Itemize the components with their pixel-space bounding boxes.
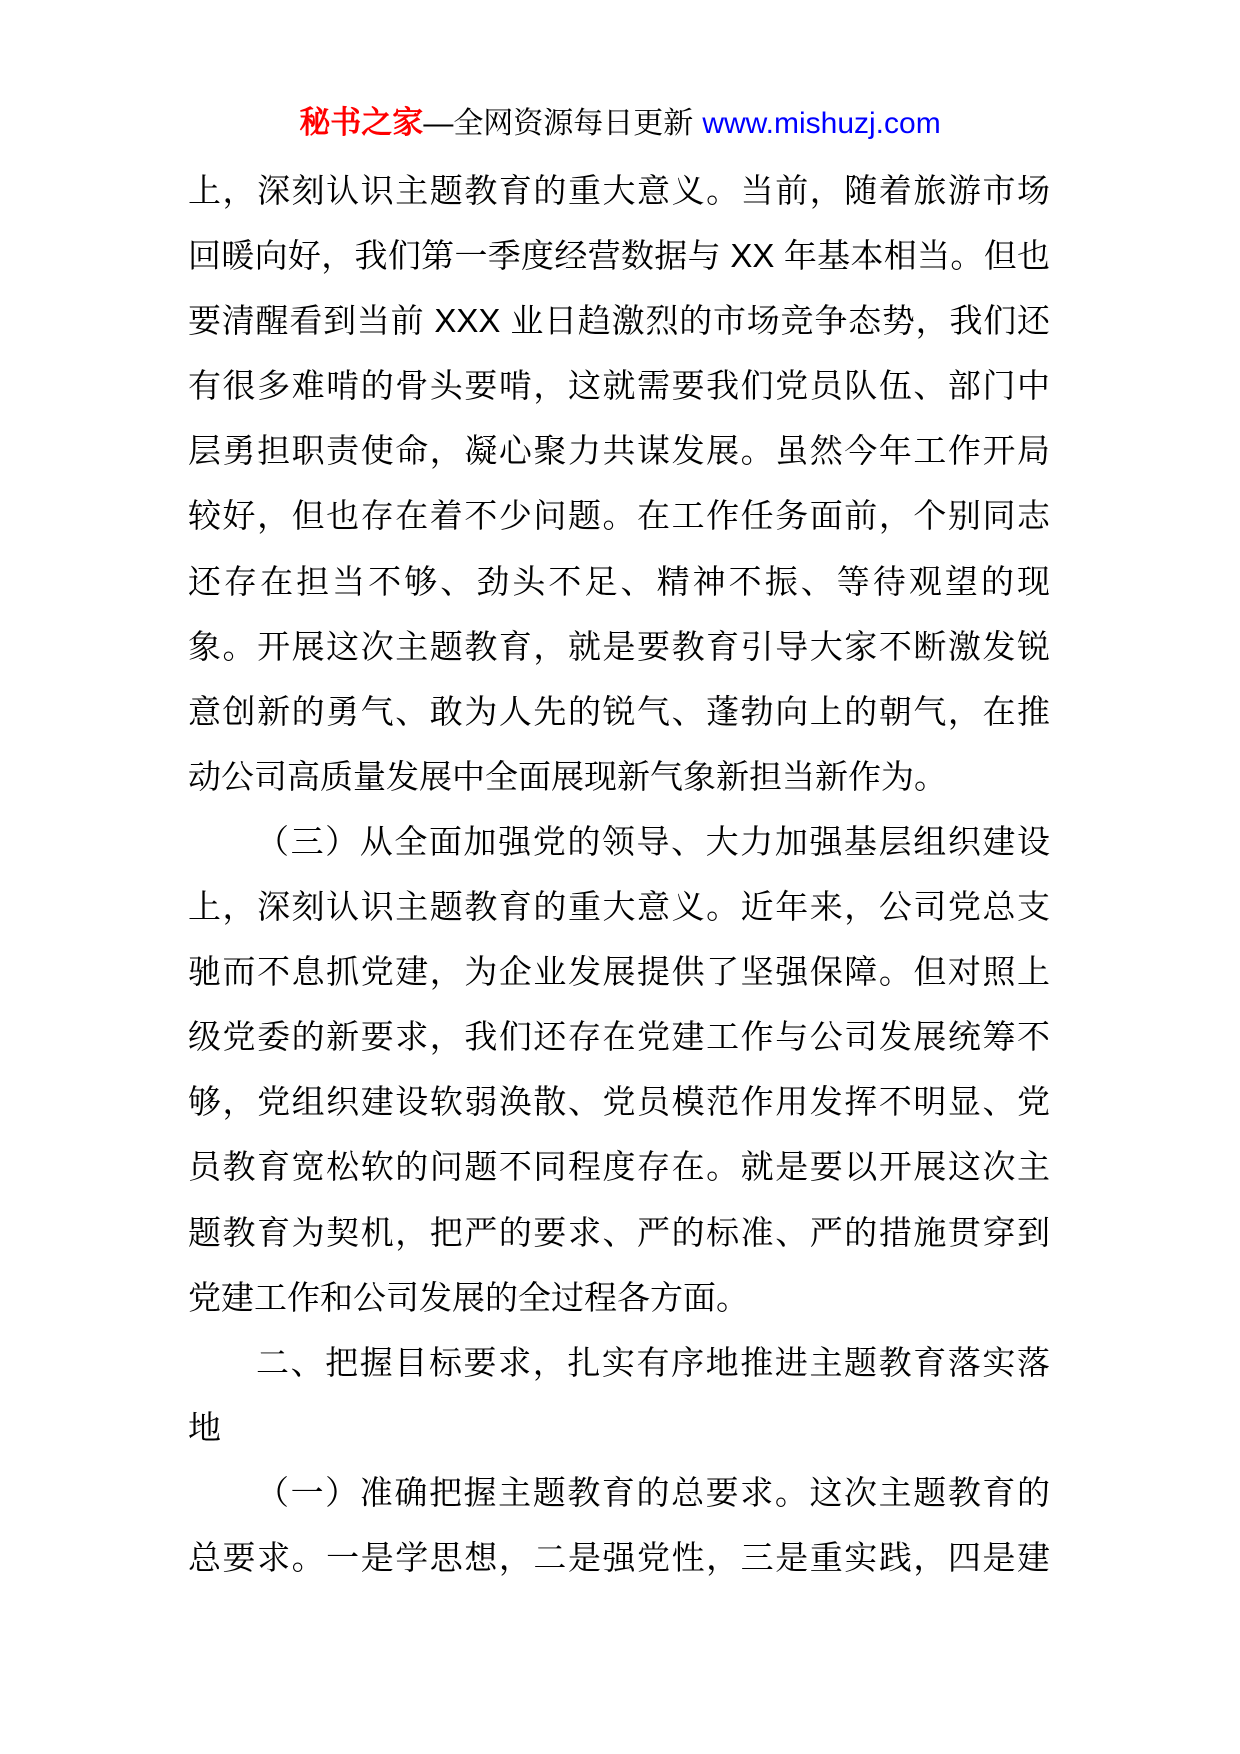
body-line: 层勇担职责使命，凝心聚力共谋发展。虽然今年工作开局 [188, 432, 1050, 470]
body-line: 够，党组织建设软弱涣散、党员模范作用发挥不明显、党 [188, 1083, 1050, 1121]
body-line: 党建工作和公司发展的全过程各方面。 [188, 1278, 749, 1316]
body-line: 总要求。一是学思想，二是强党性，三是重实践，四是建 [188, 1538, 1050, 1576]
body-line: 驰而不息抓党建，为企业发展提供了坚强保障。但对照上 [188, 953, 1050, 991]
paragraph [188, 809, 1050, 1330]
body-line: 意创新的勇气、敢为人先的锐气、蓬勃向上的朝气，在推 [188, 692, 1050, 730]
body-line: 象。开展这次主题教育，就是要教育引导大家不断激发锐 [188, 627, 1050, 665]
body-line: 员教育宽松软的问题不同程度存在。就是要以开展这次主 [188, 1148, 1050, 1186]
body-line: 有很多难啃的骨头要啃，这就需要我们党员队伍、部门中 [188, 367, 1050, 405]
body-line: 上，深刻认识主题教育的重大意义。近年来，公司党总支 [188, 888, 1050, 926]
header-brand: 秘书之家 [299, 105, 424, 140]
paragraph [188, 158, 1050, 809]
body-line: 要清醒看到当前 XXX 业日趋激烈的市场竞争态势，我们还 [188, 302, 1050, 340]
heading-line: 地 [188, 1408, 221, 1446]
document-body [188, 158, 1050, 1590]
body-line: 还存在担当不够、劲头不足、精神不振、等待观望的现 [188, 562, 1050, 600]
body-line: （一）准确把握主题教育的总要求。这次主题教育的 [256, 1473, 1050, 1511]
heading-line: 二、把握目标要求，扎实有序地推进主题教育落实落 [256, 1343, 1050, 1381]
header-tagline: —全网资源每日更新 [423, 107, 694, 140]
body-line: 级党委的新要求，我们还存在党建工作与公司发展统筹不 [188, 1018, 1050, 1056]
body-line: （三）从全面加强党的领导、大力加强基层组织建设 [256, 822, 1050, 860]
paragraph [188, 1460, 1050, 1590]
body-line: 回暖向好，我们第一季度经营数据与 XX 年基本相当。但也 [188, 237, 1050, 275]
header-url: www.mishuzj.com [702, 107, 941, 140]
section-heading [188, 1330, 1050, 1460]
body-line: 较好，但也存在着不少问题。在工作任务面前，个别同志 [188, 497, 1050, 535]
page-header [0, 100, 1240, 146]
body-line: 上，深刻认识主题教育的重大意义。当前，随着旅游市场 [188, 172, 1050, 209]
body-line: 动公司高质量发展中全面展现新气象新担当新作为。 [188, 757, 947, 795]
body-line: 题教育为契机，把严的要求、严的标准、严的措施贯穿到 [188, 1213, 1050, 1251]
